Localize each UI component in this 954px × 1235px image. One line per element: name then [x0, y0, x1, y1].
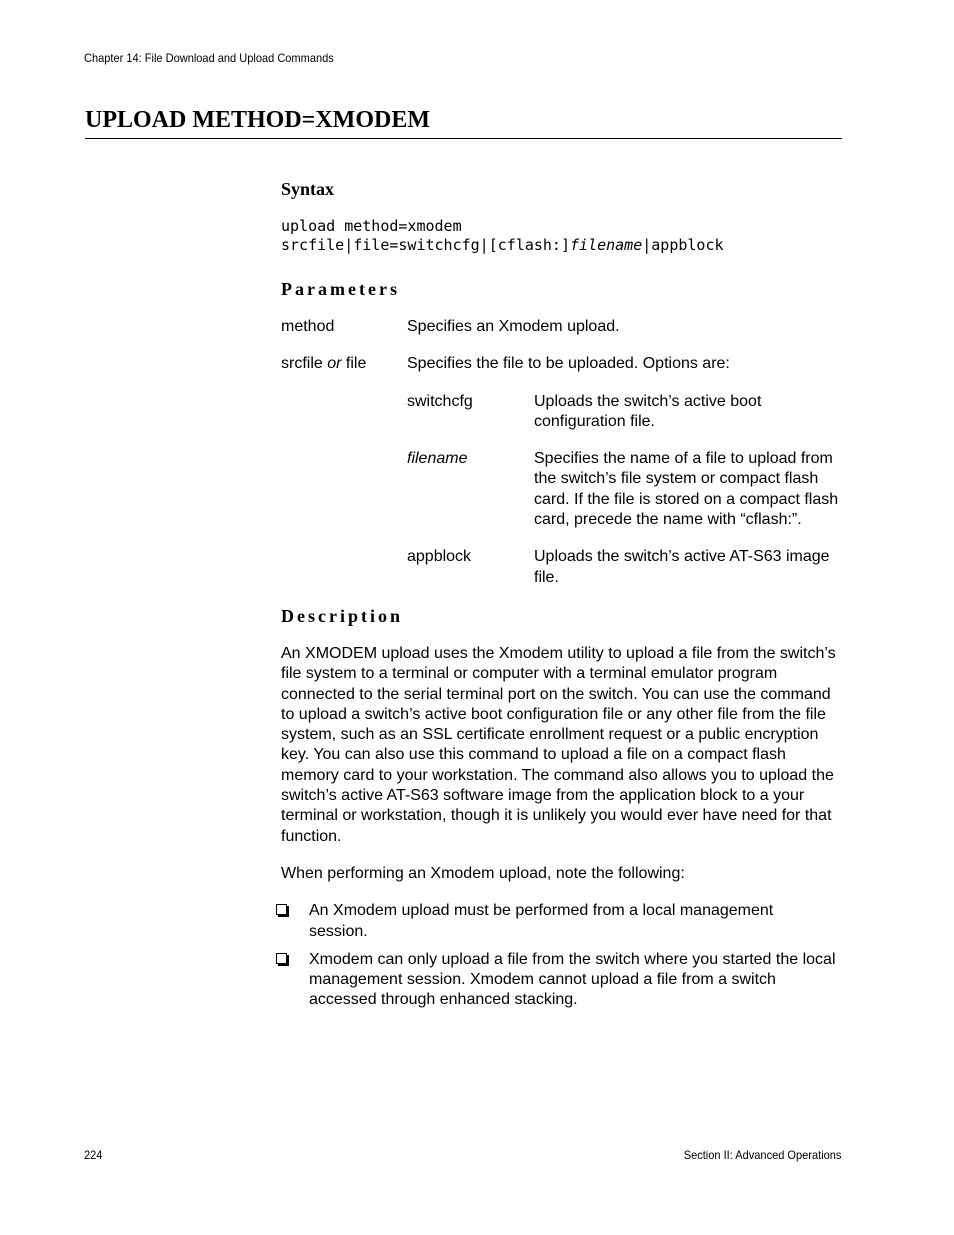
param-row-srcfile: [281, 354, 843, 374]
list-item-text: An Xmodem upload must be performed from a local management session.: [309, 902, 774, 940]
param-desc-srcfile: Specifies the file to be uploaded. Options are:: [407, 355, 730, 373]
option-desc-filename: Specifies the name of a file to upload from the switch’s file system or compact flash card. If the file is stored on a compact flash card, precede the name with “cflash:”.: [534, 450, 839, 529]
parameters-heading: Parameters: [281, 279, 400, 299]
list-item: [276, 901, 836, 942]
checkbox-bullet-icon: [276, 904, 287, 915]
option-row-filename: [407, 449, 843, 530]
syntax-line-2-suffix: |appblock: [642, 236, 724, 254]
syntax-code-block: [281, 217, 843, 255]
syntax-line-1: upload method=xmodem: [281, 217, 462, 235]
option-row-appblock: [407, 547, 843, 588]
page-title: UPLOAD METHOD=XMODEM: [85, 106, 842, 139]
description-paragraph-2: When performing an Xmodem upload, note the following:: [281, 864, 685, 882]
param-name-srcfile-or: or: [327, 355, 342, 373]
syntax-line-2-prefix: srcfile|file=switchcfg|[cflash:]: [281, 236, 570, 254]
param-name-srcfile-a: srcfile: [281, 355, 328, 373]
syntax-heading: Syntax: [281, 179, 335, 199]
param-name-srcfile: [281, 354, 407, 374]
description-heading: Description: [281, 605, 403, 626]
option-name-switchcfg: switchcfg: [407, 392, 473, 410]
option-desc-switchcfg: Uploads the switch’s active boot configuration file.: [534, 392, 762, 430]
notes-list: [276, 901, 836, 1010]
param-name-method: method: [281, 318, 335, 335]
option-row-switchcfg: [407, 392, 843, 433]
checkbox-bullet-icon: [276, 953, 287, 964]
syntax-line-2-filename: filename: [569, 236, 643, 254]
param-row-method: [281, 317, 843, 337]
main-content: [281, 178, 843, 1019]
option-name-filename: filename: [407, 450, 468, 468]
option-name-appblock: appblock: [407, 548, 472, 566]
running-header: Chapter 14: File Download and Upload Commands: [84, 51, 334, 65]
list-item: [276, 950, 836, 1011]
param-name-srcfile-b: file: [341, 355, 367, 373]
section-footer: Section II: Advanced Operations: [683, 1148, 841, 1162]
page-number: 224: [84, 1148, 103, 1162]
list-item-text: Xmodem can only upload a file from the switch where you started the local management session. Xmodem cannot upload a file from a switch accessed through enhanced stacking.: [309, 950, 836, 1009]
option-desc-appblock: Uploads the switch’s active AT-S63 image file.: [534, 548, 830, 586]
description-paragraph-1: An XMODEM upload uses the Xmodem utility to upload a file from the switch’s file system to a terminal or computer with a terminal emulator program connected to the serial terminal port on the switch. You can use the command to upload a switch’s active boot configuration file or any other file from the file system, such as an SSL certificate enrollment request or a public encryption key. You can also use this command to upload a file on a compact flash memory card to your workstation. The command also allows you to upload the switch’s active AT-S63 software image from the application block to a your terminal or workstation, though it is unlikely you would ever have need for that function.: [281, 644, 836, 845]
param-desc-method: Specifies an Xmodem upload.: [407, 318, 620, 335]
